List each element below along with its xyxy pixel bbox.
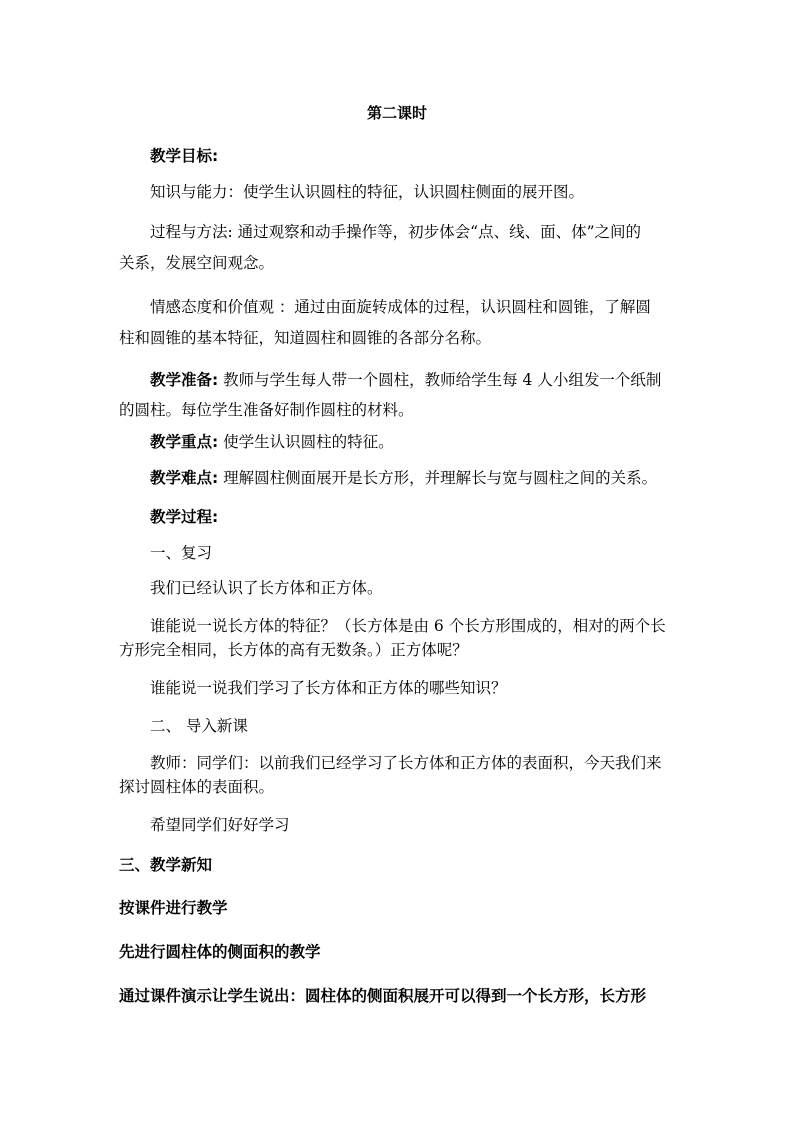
teaching-key-label: 教学重点: xyxy=(150,433,219,451)
objectives-heading: 教学目标: xyxy=(150,147,219,165)
teaching-prep-label: 教学准备: xyxy=(150,371,219,389)
teaching-difficulty xyxy=(150,468,710,488)
process-heading: 教学过程: xyxy=(150,508,219,526)
teaching-prep-line1 xyxy=(150,370,710,390)
new-knowledge-line2: 先进行圆柱体的侧面积的教学 xyxy=(119,943,321,961)
teaching-key-text: 使学生认识圆柱的特征。 xyxy=(218,433,394,451)
objective-emotion-line1: 情感态度和价值观 ：通过由面旋转成体的过程，认识圆柱和圆锥，了解圆 xyxy=(150,298,651,316)
review-line3: 谁能说一说我们学习了长方体和正方体的哪些知识？ xyxy=(150,679,507,697)
teaching-prep-text: 教师与学生每人带一个圆柱，教师给学生每 4 人小组发一个纸制 xyxy=(218,371,662,389)
objective-process-line2: 关系，发展空间观念。 xyxy=(119,254,275,272)
review-heading: 一、复习 xyxy=(150,544,213,562)
teaching-difficulty-text: 理解圆柱侧面展开是长方形，并理解长与宽与圆柱之间的关系。 xyxy=(218,469,658,487)
teaching-difficulty-label: 教学难点: xyxy=(150,469,219,487)
new-knowledge-line1: 按课件进行教学 xyxy=(119,899,228,917)
teaching-key-point xyxy=(150,432,710,452)
objective-emotion-line2: 柱和圆锥的基本特征，知道圆柱和圆锥的各部分名称。 xyxy=(119,329,492,347)
new-knowledge-heading: 三、教学新知 xyxy=(119,856,213,874)
intro-line2: 希望同学们好好学习 xyxy=(150,816,290,834)
intro-heading: 二、 导入新课 xyxy=(150,717,248,735)
review-line2a: 谁能说一说长方体的特征？（长方体是由 6 个长方形围成的，相对的两个长 xyxy=(150,617,666,635)
page-title: 第二课时 xyxy=(366,104,427,122)
objective-process-line1: 过程与方法: 通过观察和动手操作等，初步体会“点、线、面、体”之间的 xyxy=(150,223,641,241)
teaching-prep-line2: 的圆柱。每位学生准备好制作圆柱的材料。 xyxy=(119,401,414,419)
objective-knowledge: 知识与能力：使学生认识圆柱的特征，认识圆柱侧面的展开图。 xyxy=(150,183,585,201)
intro-line1a: 教师：同学们：以前我们已经学习了长方体和正方体的表面积，今天我们来 xyxy=(150,754,662,772)
review-line2b: 方形完全相同，长方体的高有无数条。）正方体呢？ xyxy=(119,641,468,659)
new-knowledge-line3: 通过课件演示让学生说出：圆柱体的侧面积展开可以得到一个长方形，长方形 xyxy=(119,987,647,1005)
intro-line1b: 探讨圆柱体的表面积。 xyxy=(119,778,275,796)
review-line1: 我们已经认识了长方体和正方体。 xyxy=(150,579,383,597)
